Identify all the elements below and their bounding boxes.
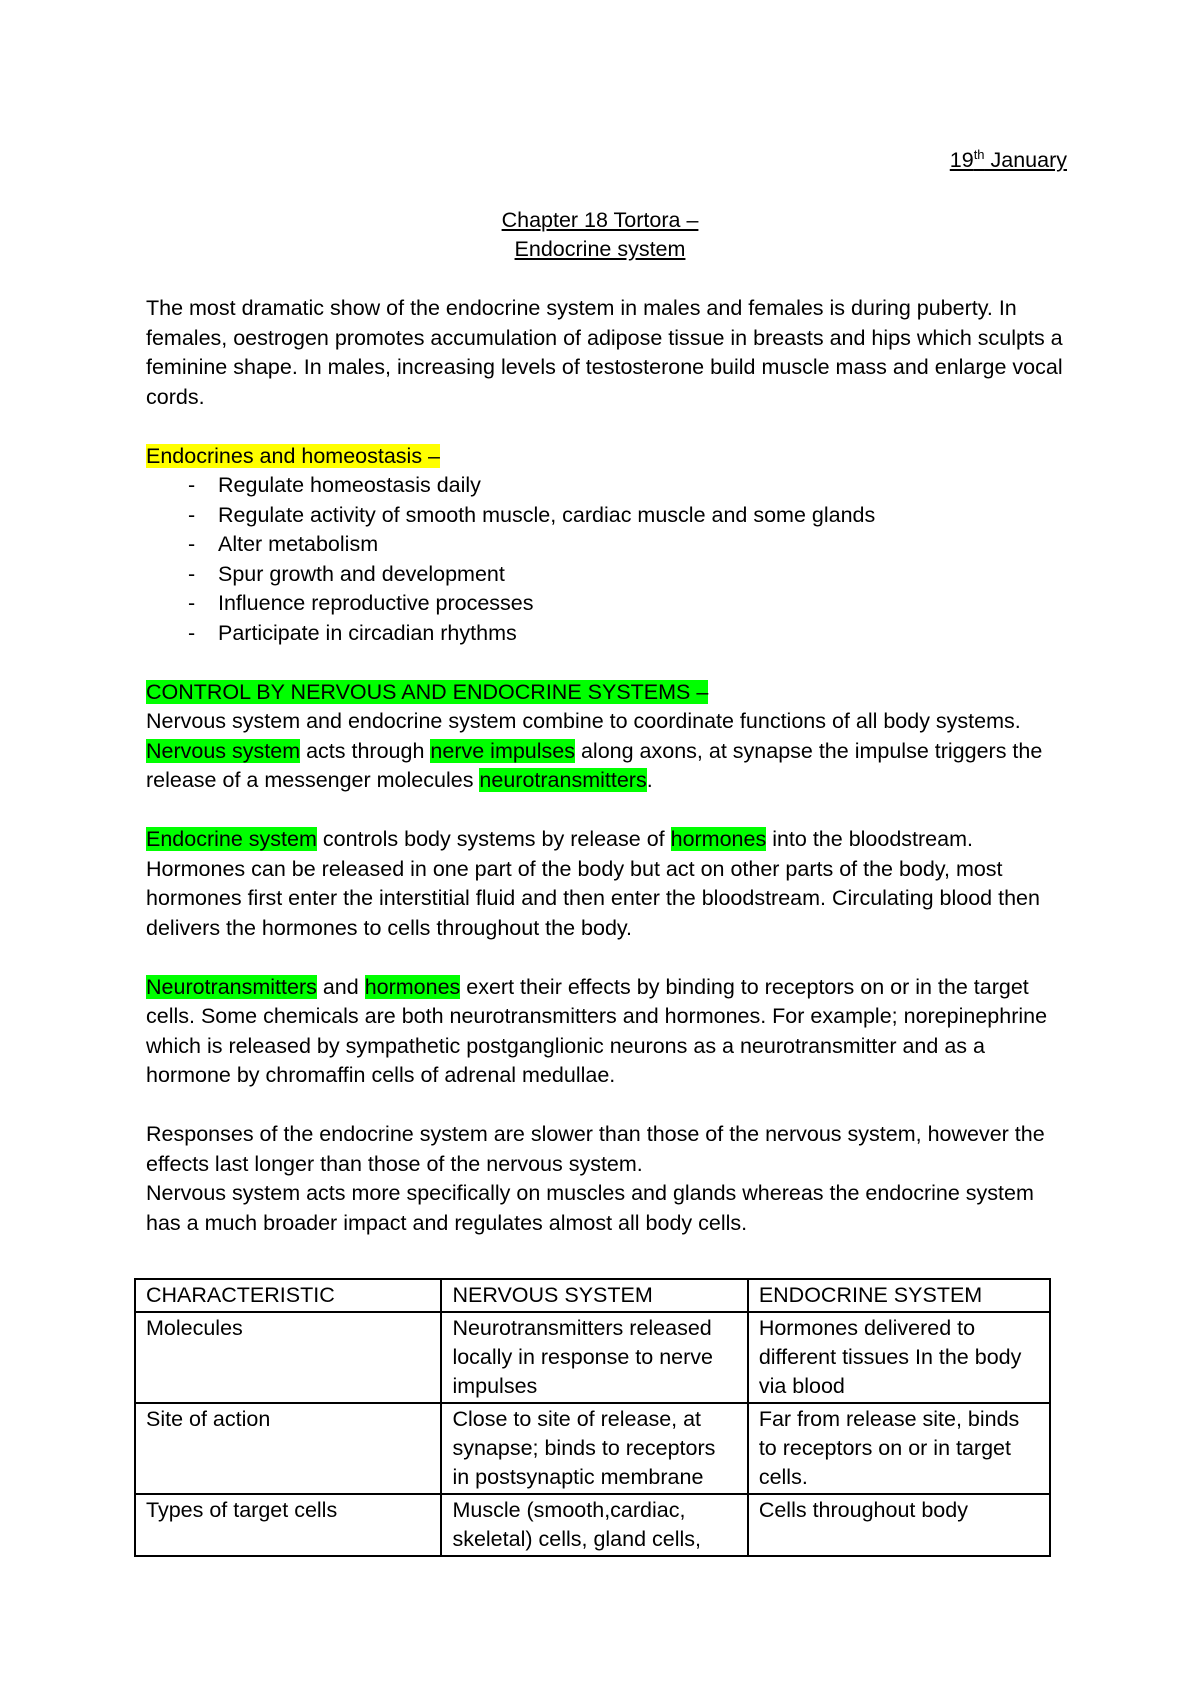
highlight-neurotransmitters-2: Neurotransmitters (146, 974, 317, 999)
table-header-cell: CHARACTERISTIC (135, 1279, 441, 1312)
chapter-title (0, 206, 1200, 264)
control-paragraph-4: Responses of the endocrine system are slower than those of the nervous system, however the effects last longer than those of the nervous system. (146, 1122, 1045, 1176)
document-body (146, 294, 1069, 1238)
highlight-hormones-2: hormones (364, 974, 461, 999)
table-cell: Molecules (135, 1312, 441, 1403)
title-line-2: Endocrine system (514, 237, 686, 261)
highlight-nerve-impulses: nerve impulses (430, 738, 575, 763)
table-cell: Neurotransmitters released locally in response to nerve impulses (441, 1312, 747, 1403)
control-heading-text: CONTROL BY NERVOUS AND ENDOCRINE SYSTEMS – (146, 679, 709, 704)
control-paragraph-5: Nervous system acts more specifically on muscles and glands whereas the endocrine system has a much broader impact and regulates almost all body cells. (146, 1181, 1034, 1235)
date-month: January (984, 148, 1067, 172)
highlight-neurotransmitters: neurotransmitters (479, 768, 647, 792)
list-item: - Spur growth and development (188, 560, 1069, 590)
table-cell: Site of action (135, 1403, 441, 1494)
date-heading (950, 146, 1067, 176)
table-cell: Close to site of release, at synapse; binds to receptors in postsynaptic membrane (441, 1403, 747, 1494)
table-row (135, 1403, 1050, 1494)
control-paragraph-3: Neurotransmitters and hormones exert their effects by binding to receptors on or in the target cells. Some chemicals are both neurotransmitters and hormones. For example; norepinephrine which is released by sympathetic postganglionic neurons as a neurotransmitter and as a hormone by chromaffin cells of adrenal medullae. (146, 974, 1048, 1087)
date-day: 19 (949, 148, 974, 172)
table-row (135, 1494, 1050, 1556)
homeostasis-heading (146, 442, 1069, 472)
homeostasis-list (146, 471, 1069, 648)
list-item: - Participate in circadian rhythms (188, 619, 1069, 649)
list-item: - Regulate homeostasis daily (188, 471, 1069, 501)
table-header-cell: NERVOUS SYSTEM (441, 1279, 747, 1312)
comparison-table (134, 1278, 1051, 1557)
list-item: - Influence reproductive processes (188, 589, 1069, 619)
homeostasis-heading-text: Endocrines and homeostasis – (146, 443, 441, 468)
table-cell: Cells throughout body (748, 1494, 1050, 1556)
highlight-nervous-system: Nervous system (146, 738, 301, 763)
table-cell: Far from release site, binds to receptors on or in target cells. (748, 1403, 1050, 1494)
table-header-cell: ENDOCRINE SYSTEM (748, 1279, 1050, 1312)
title-line-1: Chapter 18 Tortora – (501, 208, 699, 232)
control-heading (146, 678, 1069, 708)
table-cell: Muscle (smooth,cardiac, skeletal) cells, gland cells, (441, 1494, 747, 1556)
highlight-hormones: hormones (670, 827, 767, 851)
table-header-row (135, 1279, 1050, 1312)
control-paragraph-2: Endocrine system controls body systems by release of hormones into the bloodstream. Hormones can be released in one part of the body but act on other parts of the body, most hormones first enter the interstitial fluid and then enter the bloodstream. Circulating blood then delivers the hormones to cells throughout the body. (146, 827, 1040, 940)
table-cell: Types of target cells (135, 1494, 441, 1556)
table-cell: Hormones delivered to different tissues In the body via blood (748, 1312, 1050, 1403)
intro-paragraph: The most dramatic show of the endocrine system in males and females is during puberty. In females, oestrogen promotes accumulation of adipose tissue in breasts and hips which sculpts a feminine shape. In males, increasing levels of testosterone build muscle mass and enlarge vocal cords. (146, 296, 1063, 409)
date-suffix: th (973, 146, 985, 162)
list-item: - Regulate activity of smooth muscle, cardiac muscle and some glands (188, 501, 1069, 531)
highlight-endocrine-system: Endocrine system (146, 827, 317, 851)
list-item: - Alter metabolism (188, 530, 1069, 560)
table-row (135, 1312, 1050, 1403)
control-paragraph-1: Nervous system and endocrine system combine to coordinate functions of all body systems. Nervous system acts through nerve impulses along axons, at synapse the impulse triggers the release of a messenger molecules neurotransmitters. (146, 709, 1043, 792)
